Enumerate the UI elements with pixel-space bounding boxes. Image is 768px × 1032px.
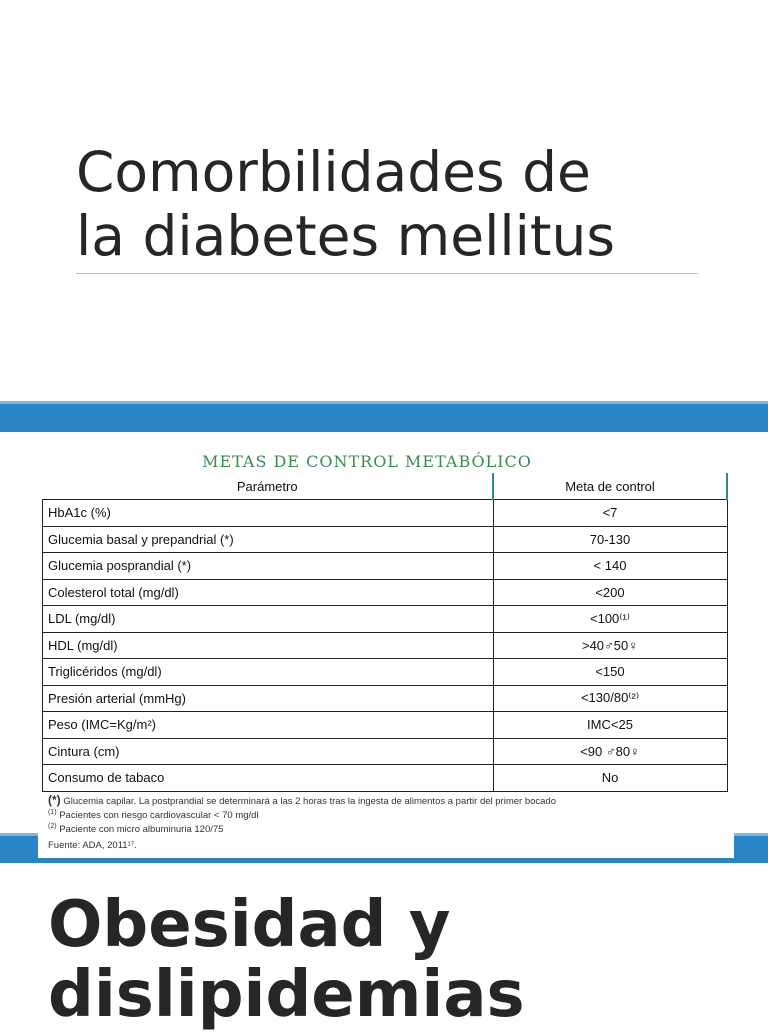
row-value: < 140 — [493, 553, 727, 580]
row-parameter: Consumo de tabaco — [43, 765, 494, 792]
row-value: <200 — [493, 579, 727, 606]
table-row — [43, 579, 728, 606]
row-parameter: HbA1c (%) — [43, 500, 494, 527]
section-title-line-2: dislipidemias — [48, 958, 525, 1032]
footnote-mark: (1) — [48, 809, 57, 816]
table-row — [43, 632, 728, 659]
row-value: <100⁽¹⁾ — [493, 606, 727, 633]
footnote-glucemia — [48, 793, 556, 807]
row-parameter: HDL (mg/dl) — [43, 632, 494, 659]
row-value: No — [493, 765, 727, 792]
table-row — [43, 712, 728, 739]
table-row — [43, 526, 728, 553]
row-parameter: Glucemia posprandial (*) — [43, 553, 494, 580]
row-parameter: Glucemia basal y prepandrial (*) — [43, 526, 494, 553]
col-header-meta: Meta de control — [493, 473, 727, 500]
footnote-riesgo — [48, 809, 259, 821]
table-row — [43, 765, 728, 792]
footnote-mark: (2) — [48, 823, 57, 830]
row-parameter: Colesterol total (mg/dl) — [43, 579, 494, 606]
table-row — [43, 685, 728, 712]
row-parameter: LDL (mg/dl) — [43, 606, 494, 633]
row-value: >40♂50♀ — [493, 632, 727, 659]
slide-title-line-1: Comorbilidades de — [76, 140, 591, 204]
footnote-text: Paciente con micro albuminuria 120/75 — [59, 824, 224, 836]
col-header-parameter: Parámetro — [43, 473, 494, 500]
row-value: 70-130 — [493, 526, 727, 553]
table-row — [43, 738, 728, 765]
section-title-line-1: Obesidad y — [48, 888, 451, 962]
row-parameter: Presión arterial (mmHg) — [43, 685, 494, 712]
row-parameter: Cintura (cm) — [43, 738, 494, 765]
table-row — [43, 606, 728, 633]
table-header-row — [43, 473, 728, 500]
footnote-text: Pacientes con riesgo cardiovascular < 70 mg/dl — [59, 810, 259, 822]
row-parameter: Triglicéridos (mg/dl) — [43, 659, 494, 686]
row-value: <150 — [493, 659, 727, 686]
row-value: <130/80⁽²⁾ — [493, 685, 727, 712]
row-parameter: Peso (IMC=Kg/m²) — [43, 712, 494, 739]
footnote-albuminuria — [48, 823, 223, 835]
section-title — [48, 890, 525, 1030]
band-top-highlight — [0, 401, 768, 404]
slide-title — [76, 140, 716, 268]
blue-band-top — [0, 401, 768, 432]
metabolic-goals-table — [42, 473, 728, 792]
table-heading: METAS DE CONTROL METABÓLICO — [202, 452, 532, 471]
metabolic-goals-figure — [38, 432, 734, 858]
table-row — [43, 659, 728, 686]
table-row — [43, 553, 728, 580]
title-divider — [76, 273, 698, 274]
footnote-text: Glucemia capilar. La postprandial se determinará a las 2 horas tras la ingesta de alimentos a partir del primer bocado — [63, 796, 556, 807]
footnote-mark: (*) — [48, 793, 61, 807]
table-source: Fuente: ADA, 2011¹⁷. — [48, 840, 137, 851]
row-value: <7 — [493, 500, 727, 527]
slide-title-line-2: la diabetes mellitus — [76, 204, 615, 268]
table-row — [43, 500, 728, 527]
row-value: IMC<25 — [493, 712, 727, 739]
row-value: <90 ♂80♀ — [493, 738, 727, 765]
